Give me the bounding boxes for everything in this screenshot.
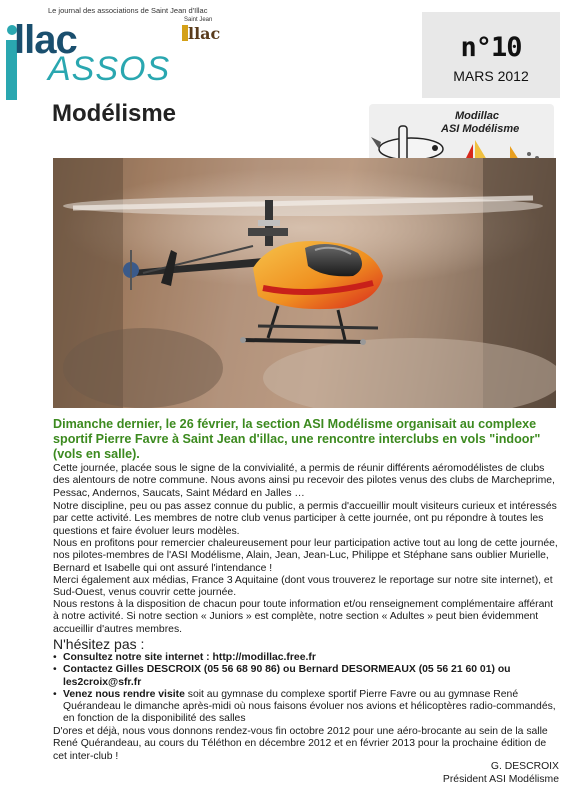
bullet-website-text[interactable]: Consultez notre site internet : http://modillac.free.fr [63,652,316,663]
paragraph-4: Merci également aux médias, France 3 Aquitaine (dont vous trouverez le reportage sur notre site internet), et Sud-Ouest, venus couvrir cette journée. [53,575,553,599]
club-logo-line1: Modillac [455,110,500,122]
issue-box [422,12,560,98]
closing-paragraph: D'ores et déjà, nous vous donnons rendez-vous fin octobre 2012 pour une aéro-brocante au sein de la salle René Quérandeau, au cours du Téléthon en décembre 2012 et en février 2013 pour la prochaine édition de cet inter-club ! [53,726,548,762]
contact-heading: N'hésitez pas : [53,636,145,652]
saint-jean-illac-logo [178,17,222,45]
logo-illac-text: llac [14,18,77,62]
paragraph-3: Nous en profitons pour remercier chaleureusement pour leur participation active tout au long de cette journée, nos pilotes-membres de l'ASI Modélisme, Alain, Jean, Jean-Luc, Philippe et Stéphane sans oublier Murielle, Bernard et Isabelle qui ont assuré l'intendance ! [53,538,558,574]
rc-helicopter-illustration-icon [53,158,556,408]
issue-number: n°10 [460,32,522,63]
journal-tagline: Le journal des associations de Saint Jean d'Illac [48,6,208,15]
issue-date: MARS 2012 [453,68,529,84]
signature-name: G. DESCROIX [490,761,559,772]
mini-logo-top: Saint Jean [184,17,213,23]
signature-role: Président ASI Modélisme [442,774,559,785]
bullet-contact-text[interactable]: Contactez Gilles DESCROIX (05 56 68 90 86) ou Bernard DESORMEAUX (05 56 21 60 01) ou les2croix@sfr.fr [63,664,511,688]
bullet-visit-bold: Venez nous rendre visite [63,688,185,700]
club-logo-line2: ASI Modélisme [441,123,520,135]
page-title: Modélisme [52,100,177,127]
paragraph-1: Cette journée, placée sous le signe de la convivialité, a permis de réunir différents aéromodélistes de clubs des alentours de notre commune. Nous avons ainsi pu recevoir des pilotes venus des clubs de Marcheprime, Pessac, Andernos, Saucats, Saint Médard en Jalles … [53,463,555,499]
mini-logo-main: llac [188,24,221,43]
paragraph-2: Notre discipline, peu ou pas assez connue du public, a permis d'accueillir moult visiteurs curieux et intéressés par cette activité. Les membres de notre club venus participer à cette journée, ont pu répondre à toutes les questions et faire évoluer leurs modèles. [53,501,557,537]
bullet-contact [53,664,561,689]
helicopter-photo [53,158,556,408]
bullet-visit-text: soit au gymnase du complexe sportif Pierre Favre ou au gymnase René Quérandeau le dimanche après-midi où nous faisons évoluer nos avions et hélicoptères radio-commandés, en fonction de la disponibilité des salles [63,688,556,725]
contact-bullets [53,652,561,726]
lead-paragraph: Dimanche dernier, le 26 février, la section ASI Modélisme organisait au complexe sportif Pierre Favre à Saint Jean d'illac, une rencontre interclubs en vols "indoor" (vols en salle). [53,417,541,461]
logo-assos-text: ASSOS [48,50,171,88]
paragraph-5: Nous restons à la disposition de chacun pour toute information et/ou renseignement complémentaire afférant à notre activité. Si notre section « Juniors » est complète, notre section « Adultes » peut bien évidemment accueillir d'autres membres. [53,599,554,635]
bullet-website [53,652,561,664]
bullet-visit [53,689,561,726]
